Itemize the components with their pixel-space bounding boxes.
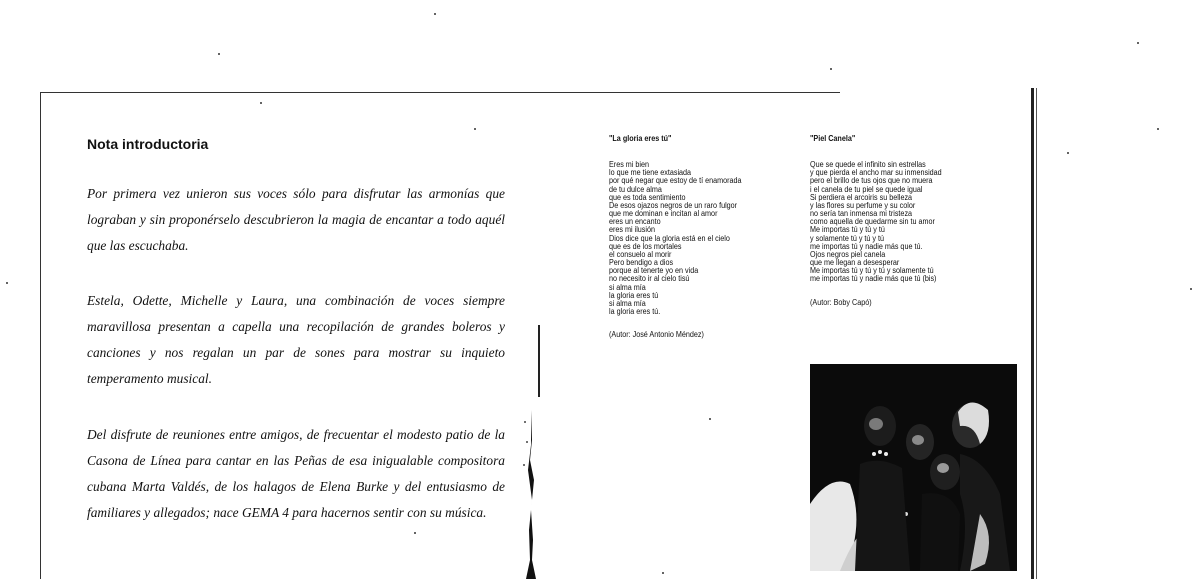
scan-speck bbox=[260, 102, 262, 104]
lyric-line: la gloria eres tú. bbox=[609, 306, 661, 316]
lyric-line: Dios dice que la gloria está en el cielo bbox=[609, 233, 730, 243]
intro-paragraph: Estela, Odette, Michelle y Laura, una combinación de voces siempre maravillosa presentan a capella una recopilación de grandes boleros y canciones y nos regalan un par de sones para mostrar su inquieto temperamento musical. bbox=[87, 293, 505, 386]
lyric-line: me importas tú y nadie más que tú (bis) bbox=[810, 274, 937, 284]
scan-speck bbox=[709, 418, 711, 420]
intro-paragraph: Por primera vez unieron sus voces sólo para disfrutar las armonías que lograban y sin proponérselo descubrieron la magia de encantar a todo aquél que las escuchaba. bbox=[87, 186, 505, 253]
song-author: (Autor: José Antonio Méndez) bbox=[609, 330, 704, 340]
lyric-line: que me llegan a desesperar bbox=[810, 258, 900, 268]
lyric-line: pero el brillo de tus ojos que no muera bbox=[810, 176, 933, 186]
song-piel-canela bbox=[810, 135, 942, 307]
intro-paragraph: Del disfrute de reuniones entre amigos, de frecuentar el modesto patio de la Casona de Línea para cantar en las Peñas de esa inigualable compositora cubana Marta Valdés, de los halagos de Elena Burke y del entusiasmo de familiares y allegados; nace GEMA 4 para hacernos sentir con su música. bbox=[87, 427, 505, 520]
song-title: "Piel Canela" bbox=[810, 134, 856, 143]
lyric-line: que es toda sentimiento bbox=[609, 192, 686, 202]
scan-speck bbox=[1137, 42, 1139, 44]
lyric-line: porque al tenerte yo en vida bbox=[609, 266, 699, 276]
gutter-line bbox=[538, 325, 540, 397]
lyric-line: el consuelo al morir bbox=[609, 249, 672, 259]
scan-speck bbox=[1067, 152, 1069, 154]
lyric-line: Me importas tú y tú y tú bbox=[810, 225, 885, 235]
song-lyrics bbox=[810, 161, 942, 283]
lyric-line: Eres mi bien bbox=[609, 160, 650, 170]
lyric-line: si alma mía bbox=[609, 282, 646, 292]
scan-speck bbox=[218, 53, 220, 55]
lyric-line: me importas tú y nadie más que tú. bbox=[810, 241, 923, 251]
lyric-line: la gloria eres tú bbox=[609, 290, 659, 300]
lyric-line: lo que me tiene extasiada bbox=[609, 168, 692, 178]
page-border-left bbox=[40, 92, 41, 579]
scan-speck bbox=[6, 282, 8, 284]
lyric-line: y las flores su perfume y su color bbox=[810, 200, 916, 210]
lyric-line: de tu dulce alma bbox=[609, 184, 662, 194]
lyric-line: como aquella de quedarme sin tu amor bbox=[810, 217, 935, 227]
binding-shadow bbox=[522, 410, 538, 579]
lyric-line: que me dominan e incitan al amor bbox=[609, 209, 718, 219]
scan-speck bbox=[1190, 288, 1192, 290]
lyric-line: por qué negar que estoy de tí enamorada bbox=[609, 176, 742, 186]
lyric-line: y solamente tú y tú y tú bbox=[810, 233, 885, 243]
lyric-line: Ojos negros piel canela bbox=[810, 249, 886, 259]
lyric-line: no necesito ir al cielo tisú bbox=[609, 274, 690, 284]
lyric-line: Que se quede el infinito sin estrellas bbox=[810, 160, 926, 170]
group-photo bbox=[810, 364, 1017, 571]
page-border-top bbox=[40, 92, 840, 93]
song-lyrics bbox=[609, 161, 741, 316]
lyric-line: Pero bendigo a dios bbox=[609, 258, 674, 268]
song-la-gloria-eres-tu bbox=[609, 135, 741, 339]
intro-title: Nota introductoria bbox=[87, 136, 209, 152]
lyric-line: De esos ojazos negros de un raro fulgor bbox=[609, 200, 738, 210]
scan-speck bbox=[474, 128, 476, 130]
song-title: "La gloria eres tú" bbox=[609, 134, 672, 143]
lyric-line: y que pierda el ancho mar su inmensidad bbox=[810, 168, 942, 178]
lyric-line: eres mi ilusión bbox=[609, 225, 656, 235]
song-author: (Autor: Boby Capó) bbox=[810, 297, 872, 307]
scan-speck bbox=[414, 532, 416, 534]
lyric-line: si alma mía bbox=[609, 298, 646, 308]
lyric-line: no sería tan inmensa mi tristeza bbox=[810, 209, 913, 219]
lyric-line: i el canela de tu piel se quede igual bbox=[810, 184, 923, 194]
scan-speck bbox=[434, 13, 436, 15]
page-edge-right bbox=[1031, 88, 1034, 579]
scan-speck bbox=[662, 572, 664, 574]
page-edge-right-inner bbox=[1036, 88, 1037, 579]
scan-speck bbox=[1157, 128, 1159, 130]
lyric-line: Si perdiera el arcoiris su belleza bbox=[810, 192, 913, 202]
lyric-line: que es de los mortales bbox=[609, 241, 682, 251]
scan-speck bbox=[830, 68, 832, 70]
lyric-line: eres un encanto bbox=[609, 217, 661, 227]
lyric-line: Me importas tú y tú y tú y solamente tú bbox=[810, 266, 934, 276]
